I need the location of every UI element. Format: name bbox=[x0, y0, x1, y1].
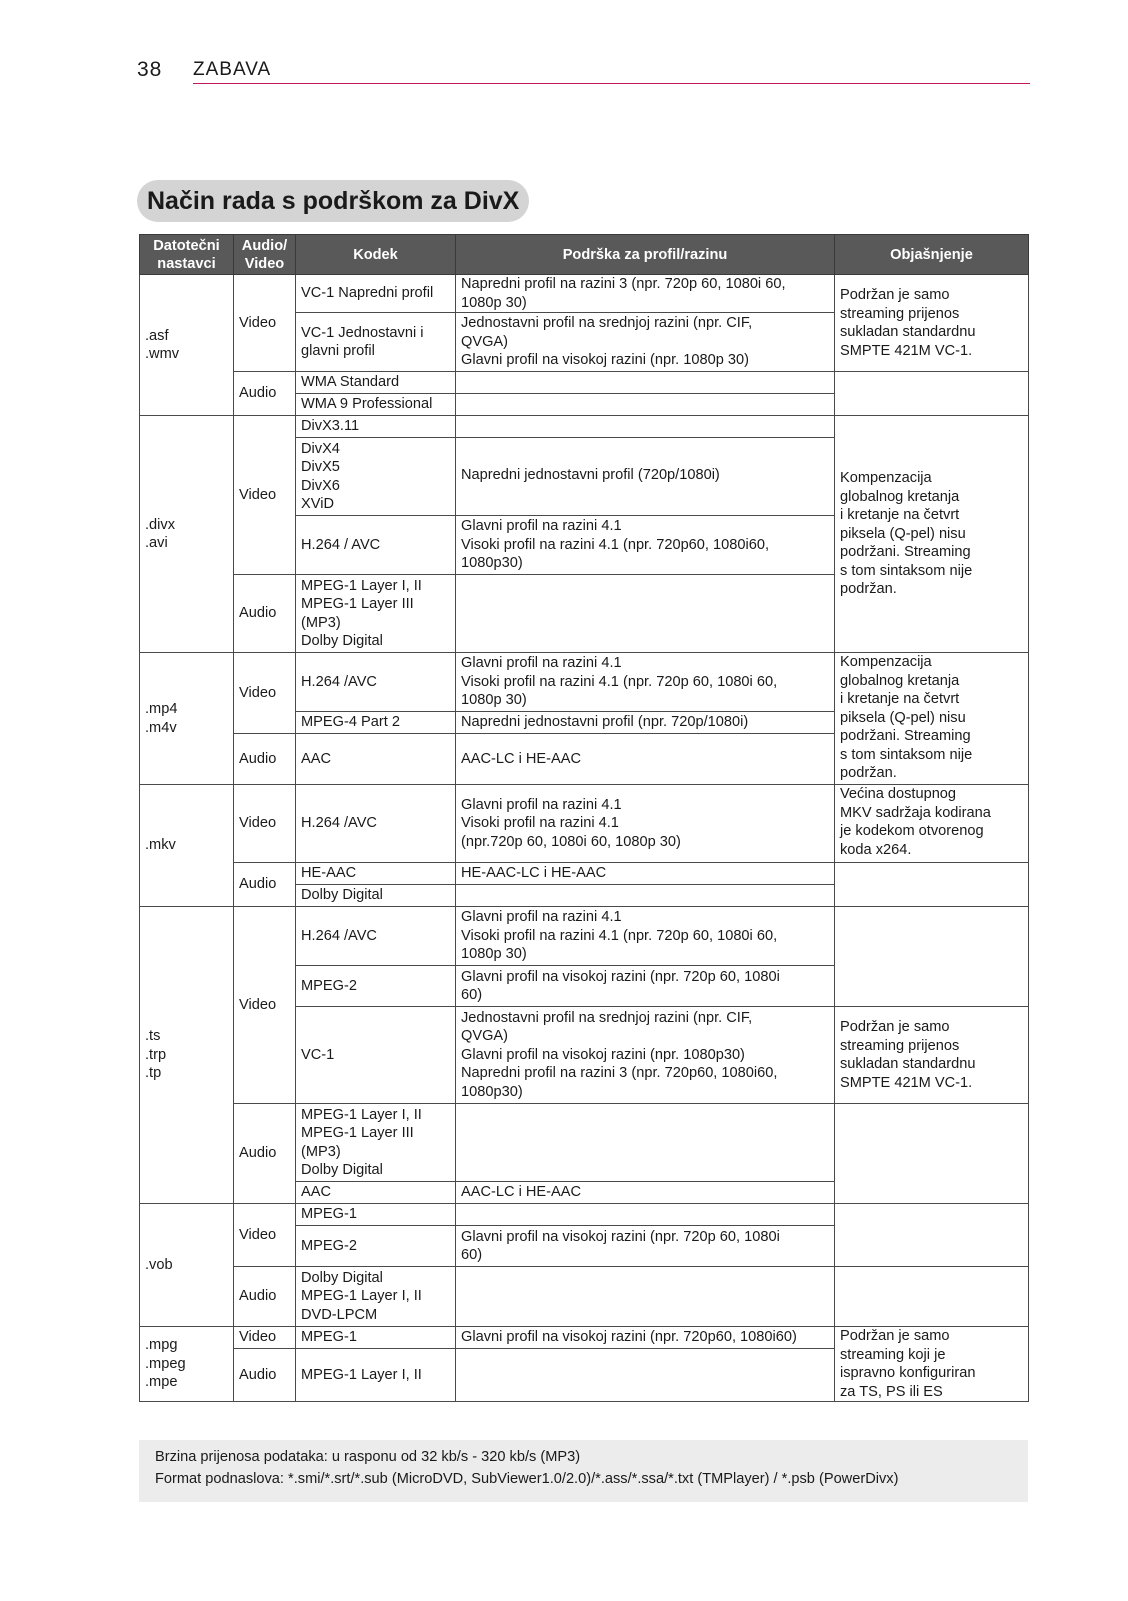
type-cell: Video bbox=[234, 416, 296, 575]
profile-cell bbox=[456, 1349, 835, 1402]
table-row bbox=[140, 275, 1029, 313]
note-cell: Kompenzacija globalnog kretanja i kretanje na četvrt piksela (Q-pel) nisu podržani. Streaming s tom sintaksom nije podržan. bbox=[835, 653, 1029, 785]
profile-cell: Glavni profil na visokoj razini (npr. 720p60, 1080i60) bbox=[456, 1327, 835, 1349]
header-explanation: Objašnjenje bbox=[835, 235, 1029, 275]
profile-cell: Glavni profil na razini 4.1 Visoki profil na razini 4.1 (npr. 720p 60, 1080i 60, 1080p 30) bbox=[456, 907, 835, 966]
codec-cell: MPEG-2 bbox=[296, 1226, 456, 1267]
ext-cell: .divx .avi bbox=[140, 416, 234, 653]
profile-cell: Napredni jednostavni profil (npr. 720p/1080i) bbox=[456, 712, 835, 734]
profile-cell: Glavni profil na razini 4.1 Visoki profil na razini 4.1 (npr. 720p 60, 1080i 60, 1080p 30) bbox=[456, 653, 835, 712]
ext-cell: .asf .wmv bbox=[140, 275, 234, 416]
codec-cell: MPEG-4 Part 2 bbox=[296, 712, 456, 734]
profile-cell: Glavni profil na visokoj razini (npr. 720p 60, 1080i 60) bbox=[456, 966, 835, 1007]
type-cell: Video bbox=[234, 1204, 296, 1267]
codec-cell: MPEG-1 Layer I, II bbox=[296, 1349, 456, 1402]
table-row bbox=[140, 653, 1029, 712]
profile-cell: Napredni jednostavni profil (720p/1080i) bbox=[456, 438, 835, 516]
codec-cell: VC-1 bbox=[296, 1007, 456, 1104]
note-cell bbox=[835, 1104, 1029, 1204]
note-cell bbox=[835, 863, 1029, 907]
note-cell: Podržan je samo streaming koji je ispravno konfiguriran za TS, PS ili ES bbox=[835, 1327, 1029, 1402]
codec-cell: H.264 /AVC bbox=[296, 785, 456, 863]
codec-cell: MPEG-2 bbox=[296, 966, 456, 1007]
profile-cell: Napredni profil na razini 3 (npr. 720p 60, 1080i 60, 1080p 30) bbox=[456, 275, 835, 313]
note-cell bbox=[835, 907, 1029, 1007]
codec-cell: AAC bbox=[296, 1182, 456, 1204]
header-profile: Podrška za profil/razinu bbox=[456, 235, 835, 275]
codec-cell: MPEG-1 Layer I, II MPEG-1 Layer III (MP3) Dolby Digital bbox=[296, 1104, 456, 1182]
type-cell: Audio bbox=[234, 734, 296, 785]
type-cell: Video bbox=[234, 275, 296, 372]
profile-cell bbox=[456, 1204, 835, 1226]
codec-cell: DivX3.11 bbox=[296, 416, 456, 438]
profile-cell: Jednostavni profil na srednjoj razini (npr. CIF, QVGA) Glavni profil na visokoj razini (npr. 1080p30) Napredni profil na razini 3 (npr. 720p60, 1080i60, 1080p30) bbox=[456, 1007, 835, 1104]
codec-cell: Dolby Digital bbox=[296, 885, 456, 907]
note-cell: Većina dostupnog MKV sadržaja kodirana je kodekom otvorenog koda x264. bbox=[835, 785, 1029, 863]
table-header-row bbox=[140, 235, 1029, 275]
table-row bbox=[140, 1327, 1029, 1349]
note-cell bbox=[835, 1267, 1029, 1327]
ext-cell: .mkv bbox=[140, 785, 234, 907]
table-row bbox=[140, 863, 1029, 885]
type-cell: Video bbox=[234, 1327, 296, 1349]
header-codec: Kodek bbox=[296, 235, 456, 275]
note-cell: Podržan je samo streaming prijenos sukladan standardnu SMPTE 421M VC-1. bbox=[835, 275, 1029, 372]
section-title: Način rada s podrškom za DivX bbox=[137, 180, 529, 222]
ext-cell: .ts .trp .tp bbox=[140, 907, 234, 1204]
header-rule bbox=[193, 83, 1030, 84]
codec-cell: Dolby Digital MPEG-1 Layer I, II DVD-LPCM bbox=[296, 1267, 456, 1327]
bitrate-note: Brzina prijenosa podataka: u rasponu od 32 kb/s - 320 kb/s (MP3) bbox=[155, 1449, 581, 1465]
profile-cell: Jednostavni profil na srednjoj razini (npr. CIF, QVGA) Glavni profil na visokoj razini (npr. 1080p 30) bbox=[456, 313, 835, 372]
type-cell: Video bbox=[234, 785, 296, 863]
codec-cell: H.264 /AVC bbox=[296, 907, 456, 966]
type-cell: Video bbox=[234, 907, 296, 1104]
type-cell: Audio bbox=[234, 1267, 296, 1327]
codec-cell: AAC bbox=[296, 734, 456, 785]
codec-cell: MPEG-1 bbox=[296, 1204, 456, 1226]
codec-cell: DivX4 DivX5 DivX6 XViD bbox=[296, 438, 456, 516]
type-cell: Audio bbox=[234, 863, 296, 907]
profile-cell: HE-AAC-LC i HE-AAC bbox=[456, 863, 835, 885]
page-header bbox=[137, 56, 1030, 86]
table-row bbox=[140, 416, 1029, 438]
codec-cell: WMA 9 Professional bbox=[296, 394, 456, 416]
profile-cell bbox=[456, 416, 835, 438]
profile-cell: Glavni profil na visokoj razini (npr. 720p 60, 1080i 60) bbox=[456, 1226, 835, 1267]
note-cell bbox=[835, 372, 1029, 416]
ext-cell: .mpg .mpeg .mpe bbox=[140, 1327, 234, 1402]
codec-cell: H.264 / AVC bbox=[296, 516, 456, 575]
type-cell: Audio bbox=[234, 1349, 296, 1402]
table-row bbox=[140, 372, 1029, 394]
codec-cell: H.264 /AVC bbox=[296, 653, 456, 712]
profile-cell bbox=[456, 575, 835, 653]
codec-cell: VC-1 Napredni profil bbox=[296, 275, 456, 313]
type-cell: Video bbox=[234, 653, 296, 734]
header-audio-video: Audio/ Video bbox=[234, 235, 296, 275]
type-cell: Audio bbox=[234, 372, 296, 416]
table-row bbox=[140, 1104, 1029, 1182]
table-row bbox=[140, 1267, 1029, 1327]
note-cell: Podržan je samo streaming prijenos sukladan standardnu SMPTE 421M VC-1. bbox=[835, 1007, 1029, 1104]
note-cell bbox=[835, 1204, 1029, 1267]
profile-cell: Glavni profil na razini 4.1 Visoki profil na razini 4.1 (npr. 720p60, 1080i60, 1080p30) bbox=[456, 516, 835, 575]
note-cell: Kompenzacija globalnog kretanja i kretanje na četvrt piksela (Q-pel) nisu podržani. Streaming s tom sintaksom nije podržan. bbox=[835, 416, 1029, 653]
profile-cell: Glavni profil na razini 4.1 Visoki profil na razini 4.1 (npr.720p 60, 1080i 60, 1080p 30) bbox=[456, 785, 835, 863]
profile-cell bbox=[456, 885, 835, 907]
codec-cell: WMA Standard bbox=[296, 372, 456, 394]
type-cell: Audio bbox=[234, 1104, 296, 1204]
profile-cell: AAC-LC i HE-AAC bbox=[456, 1182, 835, 1204]
table-row bbox=[140, 907, 1029, 966]
type-cell: Audio bbox=[234, 575, 296, 653]
profile-cell: AAC-LC i HE-AAC bbox=[456, 734, 835, 785]
ext-cell: .vob bbox=[140, 1204, 234, 1327]
codec-cell: VC-1 Jednostavni i glavni profil bbox=[296, 313, 456, 372]
section-name: ZABAVA bbox=[193, 59, 272, 80]
profile-cell bbox=[456, 394, 835, 416]
header-extensions: Datotečni nastavci bbox=[140, 235, 234, 275]
codec-cell: MPEG-1 bbox=[296, 1327, 456, 1349]
subtitle-format-note: Format podnaslova: *.smi/*.srt/*.sub (MicroDVD, SubViewer1.0/2.0)/*.ass/*.ssa/*.txt (TMPlayer) / *.psb (PowerDivx) bbox=[155, 1471, 899, 1487]
profile-cell bbox=[456, 1104, 835, 1182]
codec-cell: MPEG-1 Layer I, II MPEG-1 Layer III (MP3) Dolby Digital bbox=[296, 575, 456, 653]
profile-cell bbox=[456, 1267, 835, 1327]
profile-cell bbox=[456, 372, 835, 394]
ext-cell: .mp4 .m4v bbox=[140, 653, 234, 785]
table-row bbox=[140, 1204, 1029, 1226]
divx-support-table bbox=[139, 234, 1029, 1402]
page-number: 38 bbox=[137, 58, 163, 81]
codec-cell: HE-AAC bbox=[296, 863, 456, 885]
format-notes bbox=[139, 1440, 1028, 1502]
table-row bbox=[140, 785, 1029, 863]
